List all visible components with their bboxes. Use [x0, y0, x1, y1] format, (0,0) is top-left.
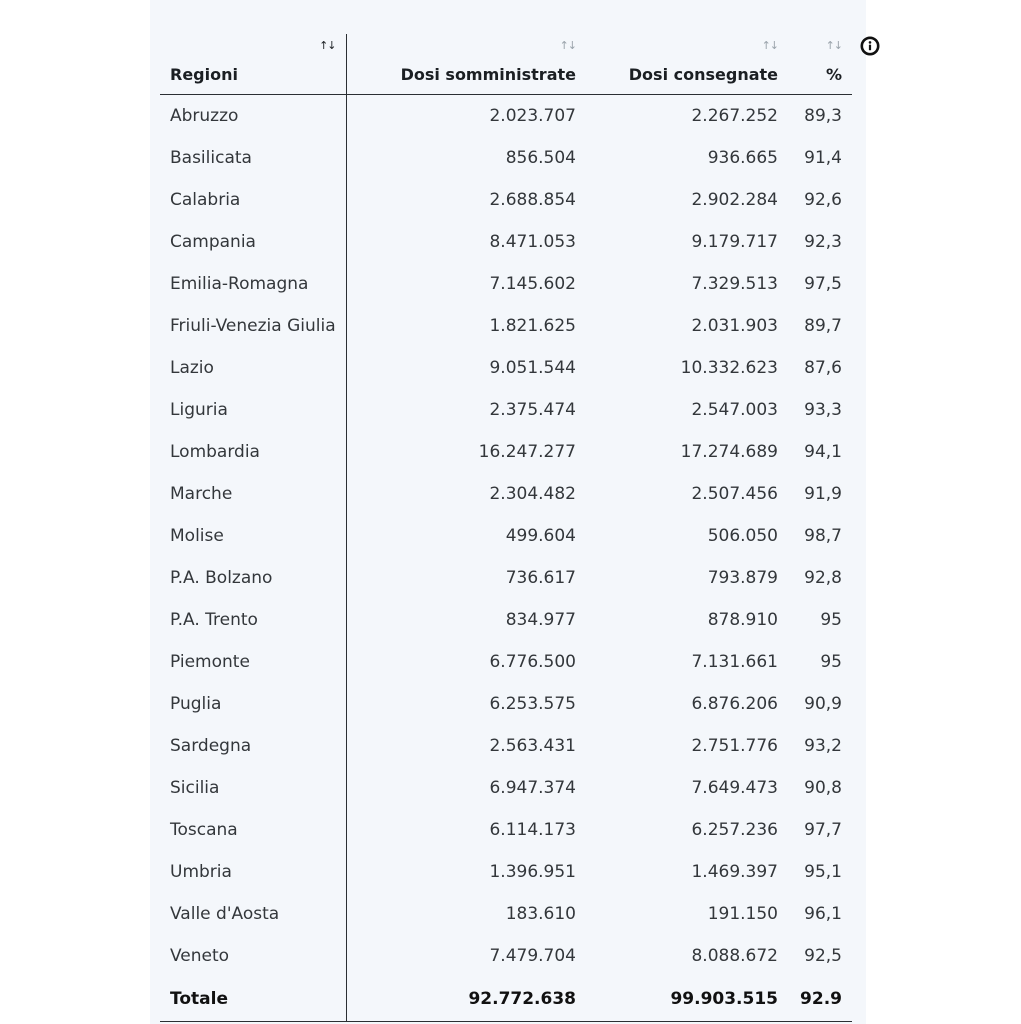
administered-cell: 6.947.374 [489, 778, 576, 798]
region-cell: Lazio [160, 347, 346, 389]
delivered-cell: 2.547.003 [691, 400, 778, 420]
column-header-dosi-consegnate[interactable] [586, 34, 788, 95]
percent-cell: 93,3 [804, 400, 842, 420]
region-cell: Emilia-Romagna [160, 263, 346, 305]
administered-cell: 6.776.500 [489, 652, 576, 672]
column-header-label: % [825, 65, 842, 84]
delivered-cell: 936.665 [707, 148, 778, 168]
delivered-cell: 9.179.717 [691, 232, 778, 252]
region-cell: Liguria [160, 389, 346, 431]
total-delivered: 99.903.515 [586, 977, 788, 1022]
region-cell: Sicilia [160, 767, 346, 809]
table-row [160, 515, 852, 557]
table-row [160, 221, 852, 263]
region-cell: Umbria [160, 851, 346, 893]
table-row [160, 389, 852, 431]
administered-cell: 183.610 [505, 904, 576, 924]
administered-cell: 6.114.173 [489, 820, 576, 840]
delivered-cell: 2.031.903 [691, 316, 778, 336]
sort-icon[interactable]: ↑↓ [761, 39, 778, 52]
administered-cell: 1.396.951 [489, 862, 576, 882]
region-cell: Sardegna [160, 725, 346, 767]
delivered-cell: 6.876.206 [691, 694, 778, 714]
table-row [160, 137, 852, 179]
percent-cell: 92,5 [804, 946, 842, 966]
table-row [160, 263, 852, 305]
administered-cell: 2.304.482 [489, 484, 576, 504]
percent-cell: 97,5 [804, 274, 842, 294]
administered-cell: 1.821.625 [489, 316, 576, 336]
column-header-label: Regioni [170, 65, 238, 84]
table-row [160, 893, 852, 935]
region-cell: Veneto [160, 935, 346, 977]
region-cell: Valle d'Aosta [160, 893, 346, 935]
percent-cell: 89,3 [804, 106, 842, 126]
table-row [160, 725, 852, 767]
percent-cell: 95 [820, 610, 842, 630]
column-header-label: Dosi somministrate [400, 65, 576, 84]
administered-cell: 2.375.474 [489, 400, 576, 420]
administered-cell: 2.563.431 [489, 736, 576, 756]
delivered-cell: 2.902.284 [691, 190, 778, 210]
region-cell: P.A. Bolzano [160, 557, 346, 599]
delivered-cell: 2.267.252 [691, 106, 778, 126]
administered-cell: 736.617 [505, 568, 576, 588]
delivered-cell: 7.329.513 [691, 274, 778, 294]
region-cell: Lombardia [160, 431, 346, 473]
total-administered: 92.772.638 [346, 977, 586, 1022]
total-percent: 92.9 [788, 977, 852, 1022]
table-body [160, 95, 852, 978]
percent-cell: 98,7 [804, 526, 842, 546]
administered-cell: 7.479.704 [489, 946, 576, 966]
delivered-cell: 191.150 [707, 904, 778, 924]
delivered-cell: 793.879 [707, 568, 778, 588]
percent-cell: 87,6 [804, 358, 842, 378]
percent-cell: 92,6 [804, 190, 842, 210]
administered-cell: 2.688.854 [489, 190, 576, 210]
total-row [160, 977, 852, 1022]
percent-cell: 91,9 [804, 484, 842, 504]
delivered-cell: 7.649.473 [691, 778, 778, 798]
info-circle-icon[interactable] [860, 36, 880, 56]
table-row [160, 599, 852, 641]
administered-cell: 7.145.602 [489, 274, 576, 294]
table-row [160, 95, 852, 138]
percent-cell: 95 [820, 652, 842, 672]
region-cell: Calabria [160, 179, 346, 221]
column-header-label: Dosi consegnate [628, 65, 778, 84]
region-cell: P.A. Trento [160, 599, 346, 641]
table-row [160, 305, 852, 347]
administered-cell: 9.051.544 [489, 358, 576, 378]
total-label: Totale [160, 977, 346, 1022]
table-row [160, 431, 852, 473]
percent-cell: 96,1 [804, 904, 842, 924]
delivered-cell: 1.469.397 [691, 862, 778, 882]
delivered-cell: 2.507.456 [691, 484, 778, 504]
delivered-cell: 10.332.623 [680, 358, 778, 378]
percent-cell: 91,4 [804, 148, 842, 168]
table-footer [160, 977, 852, 1022]
column-header-regioni[interactable] [160, 34, 346, 95]
percent-cell: 92,8 [804, 568, 842, 588]
region-cell: Molise [160, 515, 346, 557]
percent-cell: 93,2 [804, 736, 842, 756]
region-cell: Toscana [160, 809, 346, 851]
administered-cell: 16.247.277 [478, 442, 576, 462]
region-cell: Puglia [160, 683, 346, 725]
column-header-dosi-somministrate[interactable] [346, 34, 586, 95]
table-row [160, 641, 852, 683]
region-cell: Campania [160, 221, 346, 263]
delivered-cell: 7.131.661 [691, 652, 778, 672]
delivered-cell: 2.751.776 [691, 736, 778, 756]
table-row [160, 473, 852, 515]
administered-cell: 834.977 [505, 610, 576, 630]
administered-cell: 856.504 [505, 148, 576, 168]
delivered-cell: 506.050 [707, 526, 778, 546]
vaccine-doses-table [160, 34, 852, 1022]
sort-icon[interactable]: ↑↓ [559, 39, 576, 52]
delivered-cell: 8.088.672 [691, 946, 778, 966]
table-row [160, 347, 852, 389]
administered-cell: 499.604 [505, 526, 576, 546]
percent-cell: 94,1 [804, 442, 842, 462]
administered-cell: 6.253.575 [489, 694, 576, 714]
administered-cell: 8.471.053 [489, 232, 576, 252]
table-row [160, 557, 852, 599]
percent-cell: 97,7 [804, 820, 842, 840]
percent-cell: 90,9 [804, 694, 842, 714]
sort-icon[interactable]: ↑↓ [319, 39, 336, 52]
percent-cell: 92,3 [804, 232, 842, 252]
region-cell: Piemonte [160, 641, 346, 683]
delivered-cell: 878.910 [707, 610, 778, 630]
table-header [160, 34, 852, 95]
region-cell: Basilicata [160, 137, 346, 179]
region-cell: Marche [160, 473, 346, 515]
table-row [160, 683, 852, 725]
table-row [160, 851, 852, 893]
percent-cell: 90,8 [804, 778, 842, 798]
administered-cell: 2.023.707 [489, 106, 576, 126]
region-cell: Abruzzo [160, 95, 346, 138]
percent-cell: 89,7 [804, 316, 842, 336]
table-row [160, 179, 852, 221]
table-row [160, 767, 852, 809]
column-header-percent[interactable] [788, 34, 852, 95]
delivered-cell: 17.274.689 [680, 442, 778, 462]
delivered-cell: 6.257.236 [691, 820, 778, 840]
percent-cell: 95,1 [804, 862, 842, 882]
sort-icon[interactable]: ↑↓ [825, 39, 842, 52]
region-cell: Friuli-Venezia Giulia [160, 305, 346, 347]
table-row [160, 809, 852, 851]
table-row [160, 935, 852, 977]
